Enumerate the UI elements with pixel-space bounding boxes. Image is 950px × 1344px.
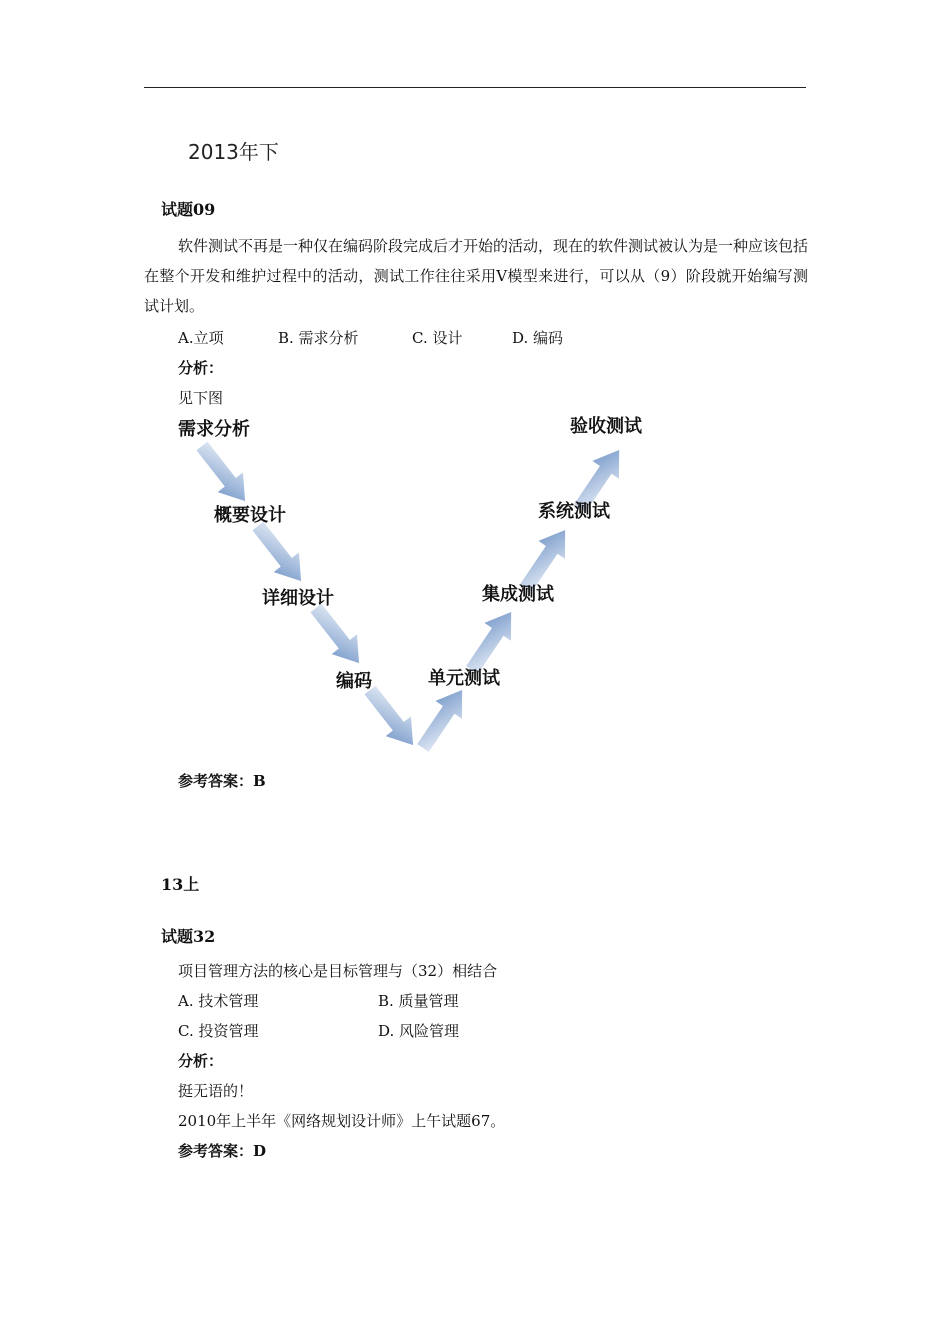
v-label-detailed-design: 详细设计: [262, 588, 334, 609]
v-label-unit-test: 单元测试: [428, 668, 500, 689]
option-c-32: C. 投资管理: [178, 1022, 259, 1040]
question-title-32: 试题32: [161, 927, 216, 946]
question-09-text: 软件测试不再是一种仅在编码阶段完成后才开始的活动，现在的软件测试被认为是一种应该包括在整个开发和维护过程中的活动，测试工作往往采用V模型来进行，可以从（9）阶段就开始编写测试计划。: [144, 237, 809, 315]
analysis-line-1: 挺无语的！: [178, 1082, 254, 1100]
v-model-diagram: [170, 408, 670, 758]
v-label-system-test: 系统测试: [538, 501, 610, 522]
v-label-integration-test: 集成测试: [482, 584, 554, 605]
analysis-label-32: 分析：: [178, 1052, 224, 1070]
section-title-2013-second-half: 2013年下: [188, 140, 279, 164]
option-c: C. 设计: [412, 329, 463, 347]
arrow-down-1: [189, 436, 257, 511]
analysis-label: 分析：: [178, 359, 224, 377]
question-title-09: 试题09: [161, 200, 216, 219]
arrow-up-1: [410, 681, 476, 757]
analysis-line-2: 2010年上半年《网络规划设计师》上午试题67。: [178, 1112, 506, 1130]
v-label-high-level-design: 概要设计: [214, 505, 286, 526]
option-a-32: A. 技术管理: [178, 992, 259, 1010]
v-label-acceptance-test: 验收测试: [570, 416, 642, 437]
option-a: A.立项: [178, 329, 224, 347]
option-b: B. 需求分析: [278, 329, 359, 347]
option-d-32: D. 风险管理: [378, 1022, 460, 1040]
section-title-13-first-half: 13上: [161, 875, 200, 894]
answer-32: 参考答案：D: [178, 1142, 267, 1160]
option-b-32: B. 质量管理: [378, 992, 459, 1010]
header-rule: [144, 87, 806, 88]
arrow-down-3: [303, 598, 371, 673]
answer-09: 参考答案：B: [178, 772, 266, 790]
analysis-text: 见下图: [178, 389, 224, 407]
v-label-coding: 编码: [336, 671, 372, 692]
arrow-down-2: [245, 516, 313, 591]
option-d: D. 编码: [512, 329, 564, 347]
question-32-text: 项目管理方法的核心是目标管理与（32）相结合: [178, 962, 498, 980]
v-label-requirements: 需求分析: [178, 419, 250, 440]
